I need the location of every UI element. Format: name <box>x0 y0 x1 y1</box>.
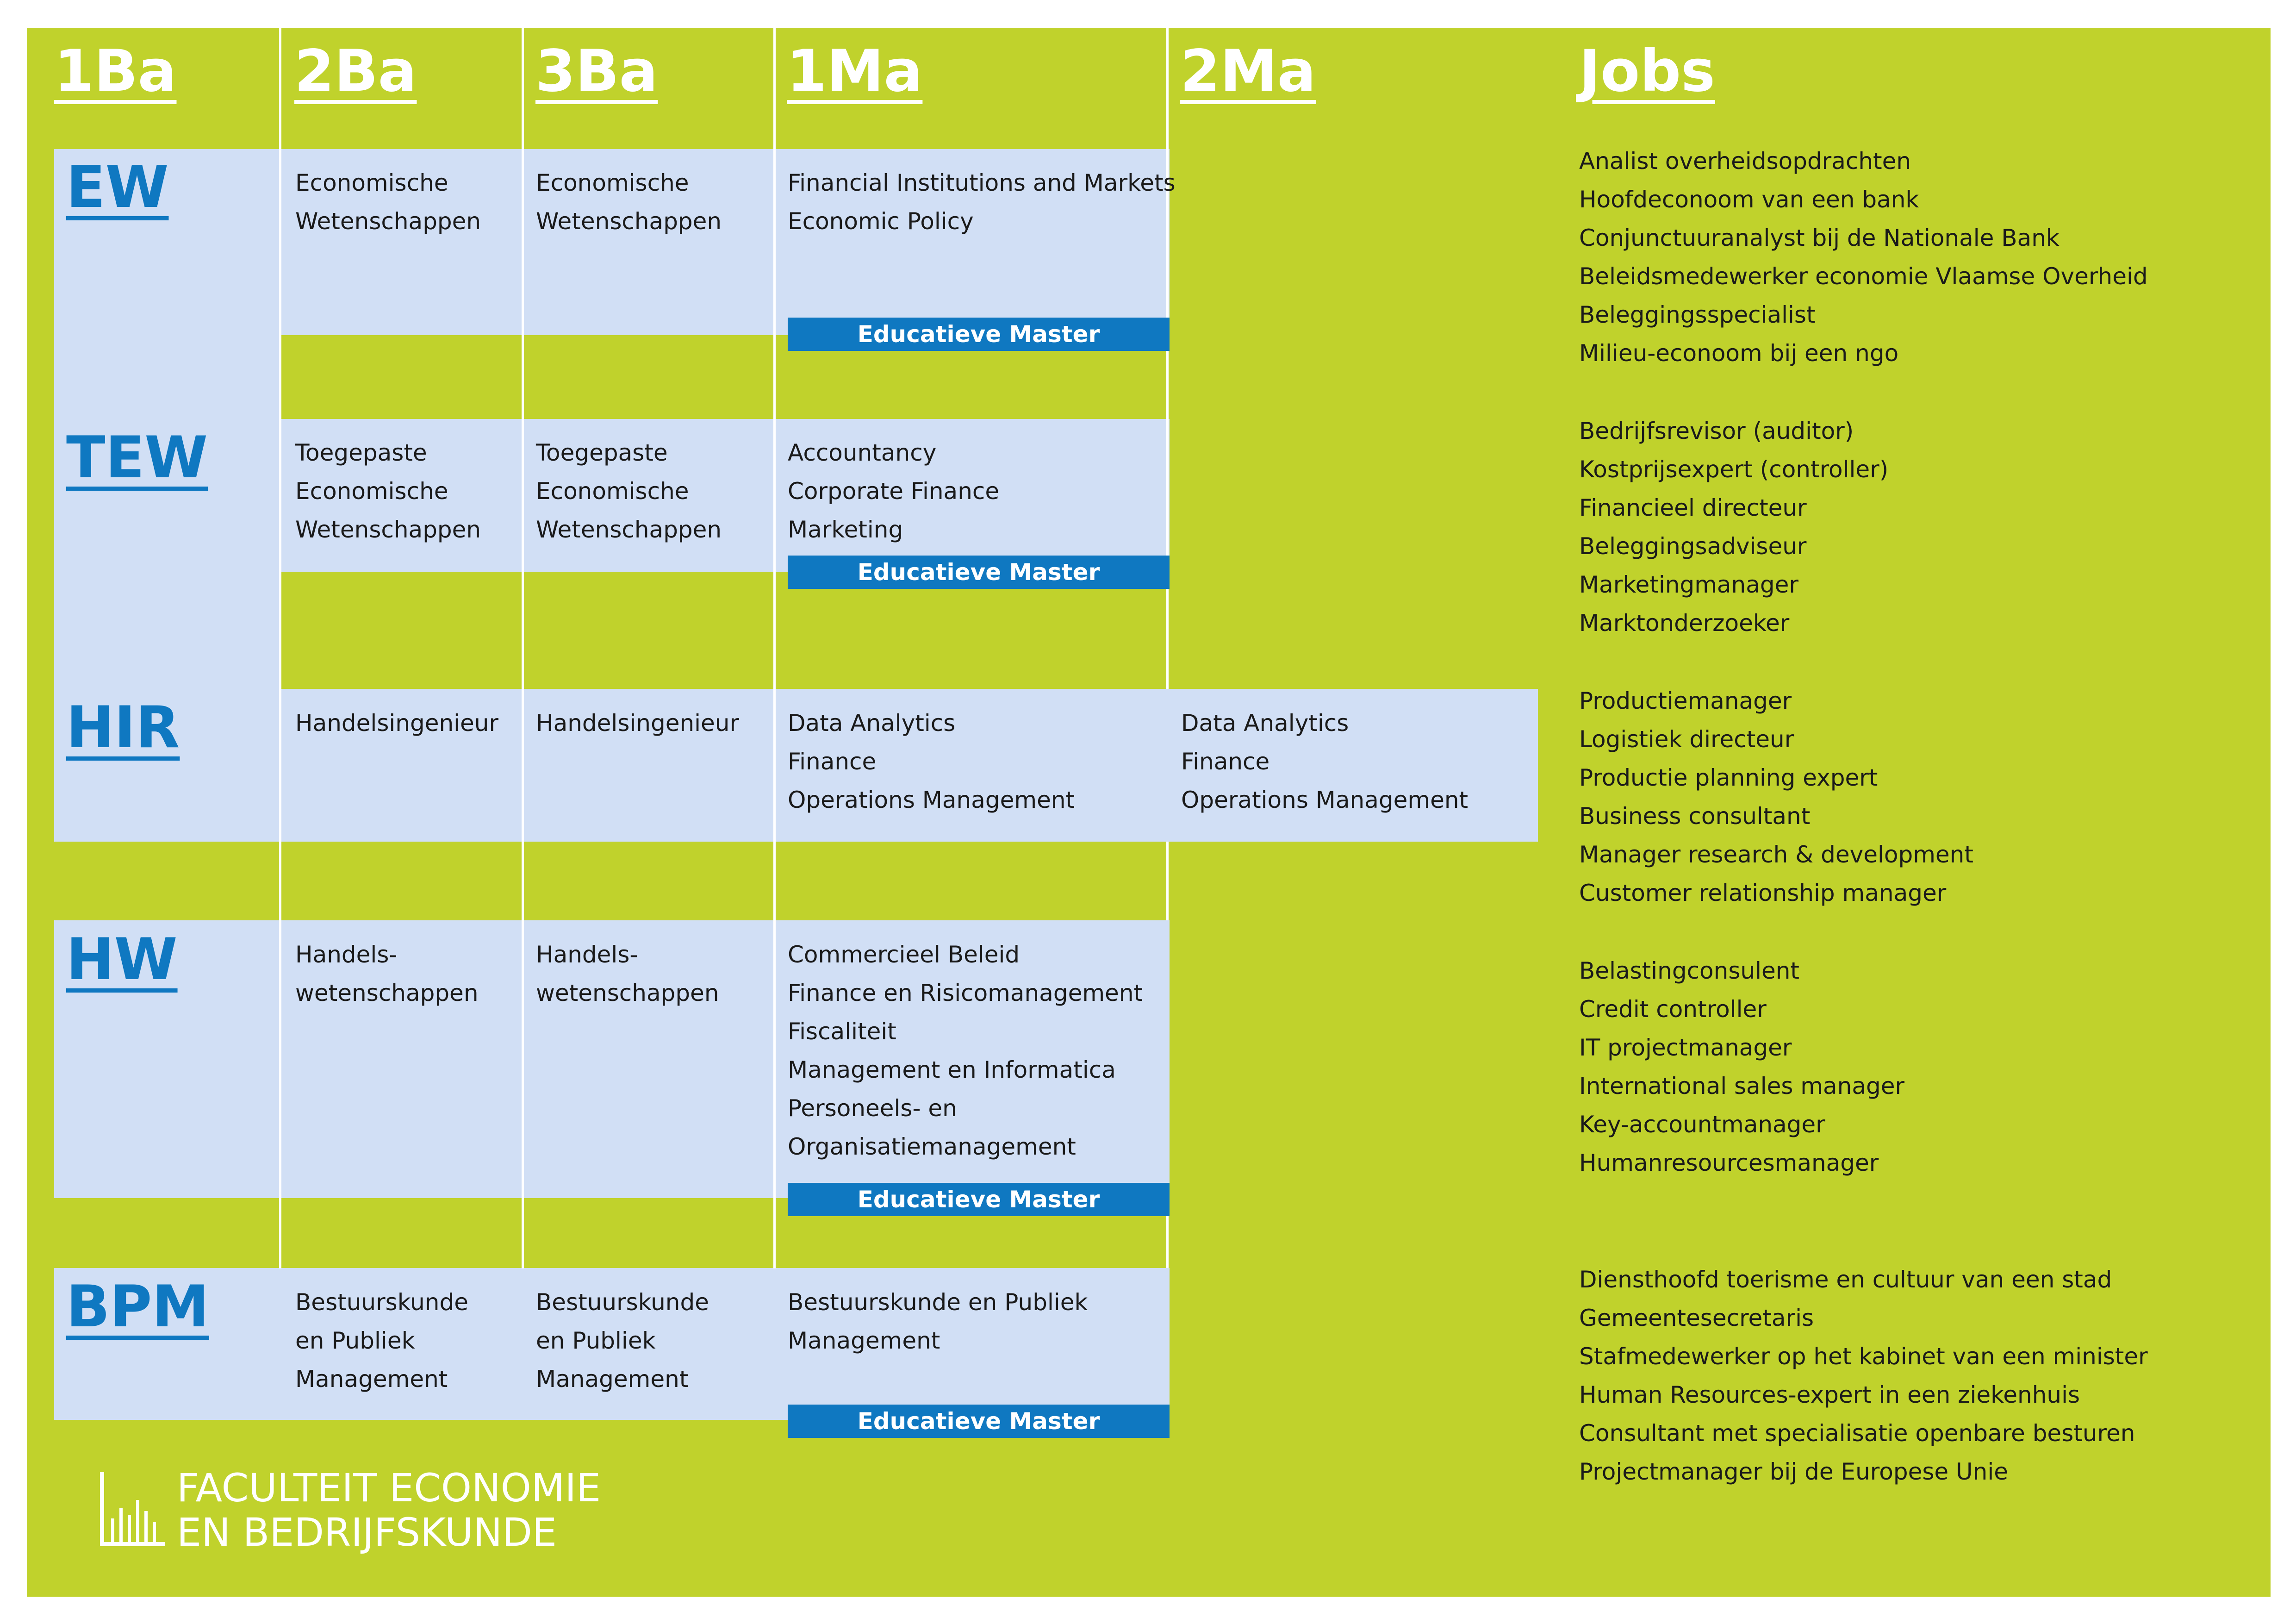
job-item: Beleggingsspecialist <box>1579 301 1816 328</box>
tew-educatieve-master-badge: Educatieve Master <box>788 556 1170 589</box>
header-2ma: 2Ma <box>1180 38 1316 105</box>
header-1ma: 1Ma <box>787 38 923 105</box>
job-item: Beleidsmedewerker economie Vlaamse Overheid <box>1579 263 2148 290</box>
program-code-ew[interactable]: EW <box>66 154 169 221</box>
program-code-hw[interactable]: HW <box>66 926 178 993</box>
bpm-2ba-text: Bestuurskunde en Publiek Management <box>295 1289 468 1393</box>
job-item: Human Resources-expert in een ziekenhuis <box>1579 1381 2080 1408</box>
hw-2ba-text: Handels- wetenschappen <box>295 941 479 1006</box>
hir-2ma-text: Data Analytics Finance Operations Management <box>1181 710 1468 813</box>
job-item: Logistiek directeur <box>1579 726 1794 753</box>
job-item: Productie planning expert <box>1579 764 1878 791</box>
hw-educatieve-master-badge: Educatieve Master <box>788 1183 1170 1216</box>
job-item: Projectmanager bij de Europese Unie <box>1579 1458 2008 1485</box>
job-item: Marktonderzoeker <box>1579 610 1790 637</box>
header-1ba: 1Ba <box>54 38 177 105</box>
job-item: Credit controller <box>1579 996 1767 1023</box>
ew-3ba-text: Economische Wetenschappen <box>536 169 722 235</box>
job-item: Hoofdeconoom van een bank <box>1579 186 1919 213</box>
bpm-3ba-text: Bestuurskunde en Publiek Management <box>536 1289 709 1393</box>
job-item: Manager research & development <box>1579 841 1973 868</box>
bpm-educatieve-master-badge: Educatieve Master <box>788 1405 1170 1438</box>
divider-3ba-1ma <box>773 28 776 1268</box>
job-item: Gemeentesecretaris <box>1579 1305 1814 1331</box>
job-item: Conjunctuuranalyst bij de Nationale Bank <box>1579 225 2060 251</box>
job-item: Kostprijsexpert (controller) <box>1579 456 1889 483</box>
jobs-list-hir <box>1579 682 1973 912</box>
job-item: Customer relationship manager <box>1579 880 1947 906</box>
program-code-hir[interactable]: HIR <box>66 694 180 761</box>
jobs-list-hw <box>1579 952 1904 1182</box>
jobs-list-bpm <box>1579 1261 2148 1491</box>
program-code-tew[interactable]: TEW <box>66 425 208 491</box>
program-code-bpm[interactable]: BPM <box>66 1274 209 1340</box>
job-item: Bedrijfsrevisor (auditor) <box>1579 418 1854 444</box>
job-item: Key-accountmanager <box>1579 1111 1825 1138</box>
ew-educatieve-master-badge: Educatieve Master <box>788 318 1170 351</box>
hw-3ba-text: Handels- wetenschappen <box>536 941 719 1006</box>
jobs-list-ew <box>1579 142 2148 373</box>
faculty-name: FACULTEIT ECONOMIE EN BEDRIJFSKUNDE <box>177 1465 601 1555</box>
tew-2ba-text: Toegepaste Economische Wetenschappen <box>295 439 481 543</box>
bpm-1ma-text: Bestuurskunde en Publiek Management <box>788 1289 1088 1354</box>
job-item: Consultant met specialisatie openbare besturen <box>1579 1420 2135 1447</box>
faculty-logo-icon <box>100 1472 165 1548</box>
band-tew-left <box>54 335 280 689</box>
divider-1ba-2ba <box>279 28 281 1268</box>
divider-1ma-2ma-mid <box>1166 842 1169 920</box>
job-item: Beleggingsadviseur <box>1579 533 1807 560</box>
header-3ba: 3Ba <box>535 38 658 105</box>
job-item: Marketingmanager <box>1579 571 1798 598</box>
job-item: Milieu-econoom bij een ngo <box>1579 340 1899 367</box>
job-item: Belastingconsulent <box>1579 957 1800 984</box>
divider-1ma-2ma-top <box>1166 28 1169 689</box>
tew-1ma-text: Accountancy Corporate Finance Marketing <box>788 439 1000 543</box>
header-2ba: 2Ba <box>294 38 417 105</box>
job-item: International sales manager <box>1579 1073 1905 1099</box>
job-item: Analist overheidsopdrachten <box>1579 148 1911 175</box>
ew-1ma-text: Financial Institutions and Markets Economic Policy <box>788 169 1176 235</box>
jobs-list-tew <box>1579 412 1888 643</box>
job-item: Business consultant <box>1579 803 1811 830</box>
hir-1ma-text: Data Analytics Finance Operations Management <box>788 710 1075 813</box>
divider-2ba-3ba <box>522 28 524 1268</box>
header-jobs: Jobs <box>1579 38 1715 105</box>
job-item: Diensthoofd toerisme en cultuur van een stad <box>1579 1266 2112 1293</box>
job-item: Humanresourcesmanager <box>1579 1149 1879 1176</box>
job-item: Stafmedewerker op het kabinet van een minister <box>1579 1343 2148 1370</box>
job-item: Productiemanager <box>1579 687 1792 714</box>
hir-2ba-text: Handelsingenieur <box>295 710 499 737</box>
tew-3ba-text: Toegepaste Economische Wetenschappen <box>536 439 722 543</box>
hw-1ma-text: Commercieel Beleid Finance en Risicomanagement Fiscaliteit Management en Informatica Personeels- en Organisatiemanagement <box>788 941 1143 1160</box>
hir-3ba-text: Handelsingenieur <box>536 710 740 737</box>
job-item: Financieel directeur <box>1579 494 1807 521</box>
ew-2ba-text: Economische Wetenschappen <box>295 169 481 235</box>
job-item: IT projectmanager <box>1579 1034 1792 1061</box>
